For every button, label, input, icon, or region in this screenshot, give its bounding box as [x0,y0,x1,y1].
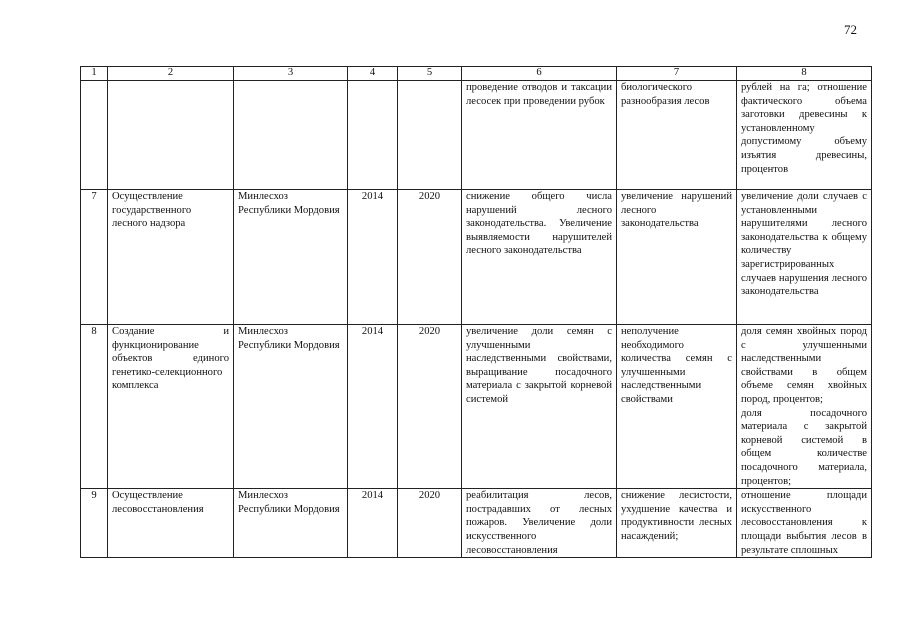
executor: Минлесхоз Республики Мордовия [234,325,348,489]
column-header: 3 [234,67,348,81]
column-header: 7 [617,67,737,81]
start-year: 2014 [348,190,398,325]
header-row [81,67,872,81]
row-number: 8 [81,325,108,489]
non-implementation-effect: неполучение необходимого количества семян с улучшенными наследственными свойствами [617,325,737,489]
expected-result: снижение общего числа нарушений лесного законодательства. Увеличение выявляемости нарушителей лесного законодательства [462,190,617,325]
column-header: 2 [108,67,234,81]
start-year [348,81,398,190]
executor: Минлесхоз Республики Мордовия [234,489,348,558]
end-year: 2020 [398,489,462,558]
column-header: 6 [462,67,617,81]
executor [234,81,348,190]
expected-result: проведение отводов и таксации лесосек при проведении рубок [462,81,617,190]
start-year: 2014 [348,325,398,489]
measure-name: Создание и функционирование объектов единого генетико-селекционного комплекса [108,325,234,489]
column-header: 8 [737,67,872,81]
expected-result: увеличение доли семян с улучшенными наследственными свойствами, выращивание посадочного материала с закрытой корневой системой [462,325,617,489]
table-row [81,325,872,489]
non-implementation-effect: снижение лесистости, ухудшение качества и продуктивности лесных насаждений; [617,489,737,558]
column-header: 5 [398,67,462,81]
measure-name: Осуществление лесовосстановления [108,489,234,558]
measures-table [80,66,872,558]
target-indicator: отношение площади искусственного лесовосстановления к площади выбытия лесов в результате сплошных [737,489,872,558]
table-row [81,489,872,558]
measure-name [108,81,234,190]
expected-result: реабилитация лесов, пострадавших от лесных пожаров. Увеличение доли искусственного лесовосстановления [462,489,617,558]
target-indicator: рублей на га; отношение фактического объема заготовки древесины к установленному допустимому объему изъятия древесины, процентов [737,81,872,190]
non-implementation-effect: увеличение нарушений лесного законодательства [617,190,737,325]
end-year: 2020 [398,190,462,325]
row-number: 7 [81,190,108,325]
end-year: 2020 [398,325,462,489]
page-number: 72 [844,22,857,37]
measure-name: Осуществление государственного лесного надзора [108,190,234,325]
row-number: 9 [81,489,108,558]
row-number [81,81,108,190]
column-header: 4 [348,67,398,81]
non-implementation-effect: биологического разнообразия лесов [617,81,737,190]
executor: Минлесхоз Республики Мордовия [234,190,348,325]
column-header: 1 [81,67,108,81]
target-indicator: доля семян хвойных пород с улучшенными наследственными свойствами в общем объеме семян хвойных пород, процентов; доля посадочного материала с закрытой корневой системой в общем количестве посадочного материала, процентов; [737,325,872,489]
start-year: 2014 [348,489,398,558]
target-indicator: увеличение доли случаев с установленными нарушителями лесного законодательства к общему количеству зарегистрированных случаев нарушения лесного законодательства [737,190,872,325]
end-year [398,81,462,190]
table-row [81,81,872,190]
table-row [81,190,872,325]
